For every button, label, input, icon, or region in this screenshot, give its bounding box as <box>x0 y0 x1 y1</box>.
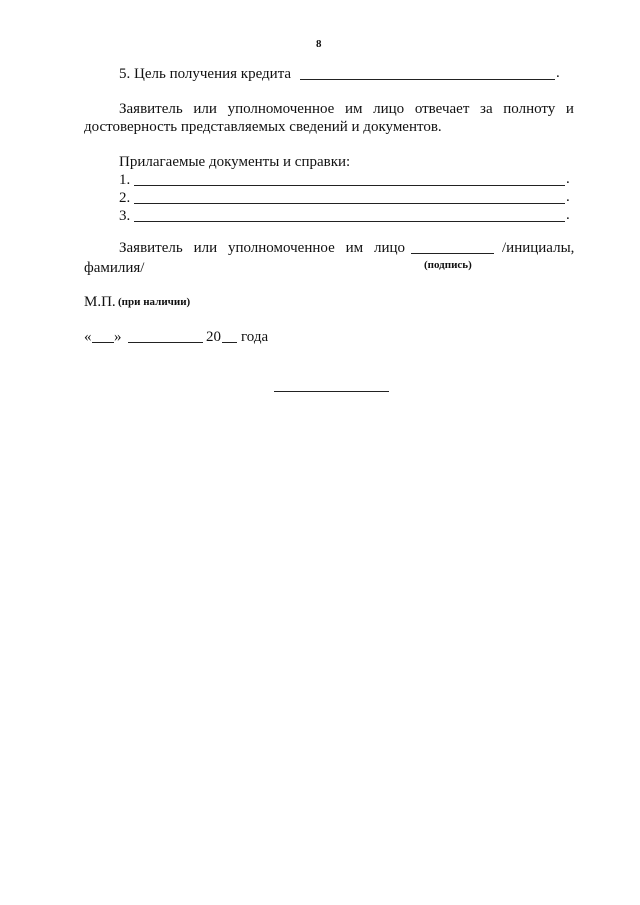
word: за <box>480 101 493 117</box>
loan-purpose-end-mark: . <box>556 65 560 81</box>
date-open-quote: « <box>84 329 92 345</box>
loan-purpose-label: 5. Цель получения кредита <box>119 66 292 82</box>
stamp-note: (при наличии) <box>118 296 191 308</box>
signature-line-1 <box>119 239 405 257</box>
word: отвечает <box>414 101 470 117</box>
date-day-field-line[interactable] <box>92 342 114 343</box>
attachment-field-line-1[interactable] <box>134 185 565 186</box>
surname-label: фамилия/ <box>84 260 145 276</box>
date-year-field-line[interactable] <box>222 342 237 343</box>
attachment-end-mark-3: . <box>566 207 570 223</box>
word: лицо <box>373 101 405 117</box>
word: или <box>193 240 218 256</box>
date-month-field-line[interactable] <box>128 342 203 343</box>
date-close-quote: » <box>114 329 122 345</box>
closing-divider <box>274 391 389 392</box>
attachment-field-line-2[interactable] <box>134 203 565 204</box>
initials-label: /инициалы, <box>502 240 575 256</box>
signature-field-line[interactable] <box>411 253 494 254</box>
word: полноту <box>503 101 556 117</box>
word: или <box>193 101 217 117</box>
word: и <box>565 101 574 117</box>
attachment-end-mark-1: . <box>566 171 570 187</box>
attachment-end-mark-2: . <box>566 189 570 205</box>
word: Заявитель <box>119 240 183 256</box>
responsibility-line-1 <box>119 100 574 118</box>
word: Заявитель <box>119 101 183 117</box>
attachment-number-1: 1. <box>119 172 131 188</box>
word: уполномоченное <box>227 240 335 256</box>
attachments-heading: Прилагаемые документы и справки: <box>119 154 351 170</box>
date-suffix: года <box>241 329 269 345</box>
attachment-number-2: 2. <box>119 190 131 206</box>
word: им <box>345 240 364 256</box>
page-number: 8 <box>316 38 322 50</box>
word: уполномоченное <box>227 101 335 117</box>
attachment-field-line-3[interactable] <box>134 221 565 222</box>
loan-purpose-field-line[interactable] <box>300 79 555 80</box>
date-year-prefix: 20 <box>206 329 221 345</box>
attachment-number-3: 3. <box>119 208 131 224</box>
word: им <box>344 101 363 117</box>
word: лицо <box>373 240 405 256</box>
stamp-label: М.П. <box>84 294 116 310</box>
responsibility-line-2: достоверность представляемых сведений и документов. <box>84 119 442 135</box>
signature-caption: (подпись) <box>424 259 472 271</box>
